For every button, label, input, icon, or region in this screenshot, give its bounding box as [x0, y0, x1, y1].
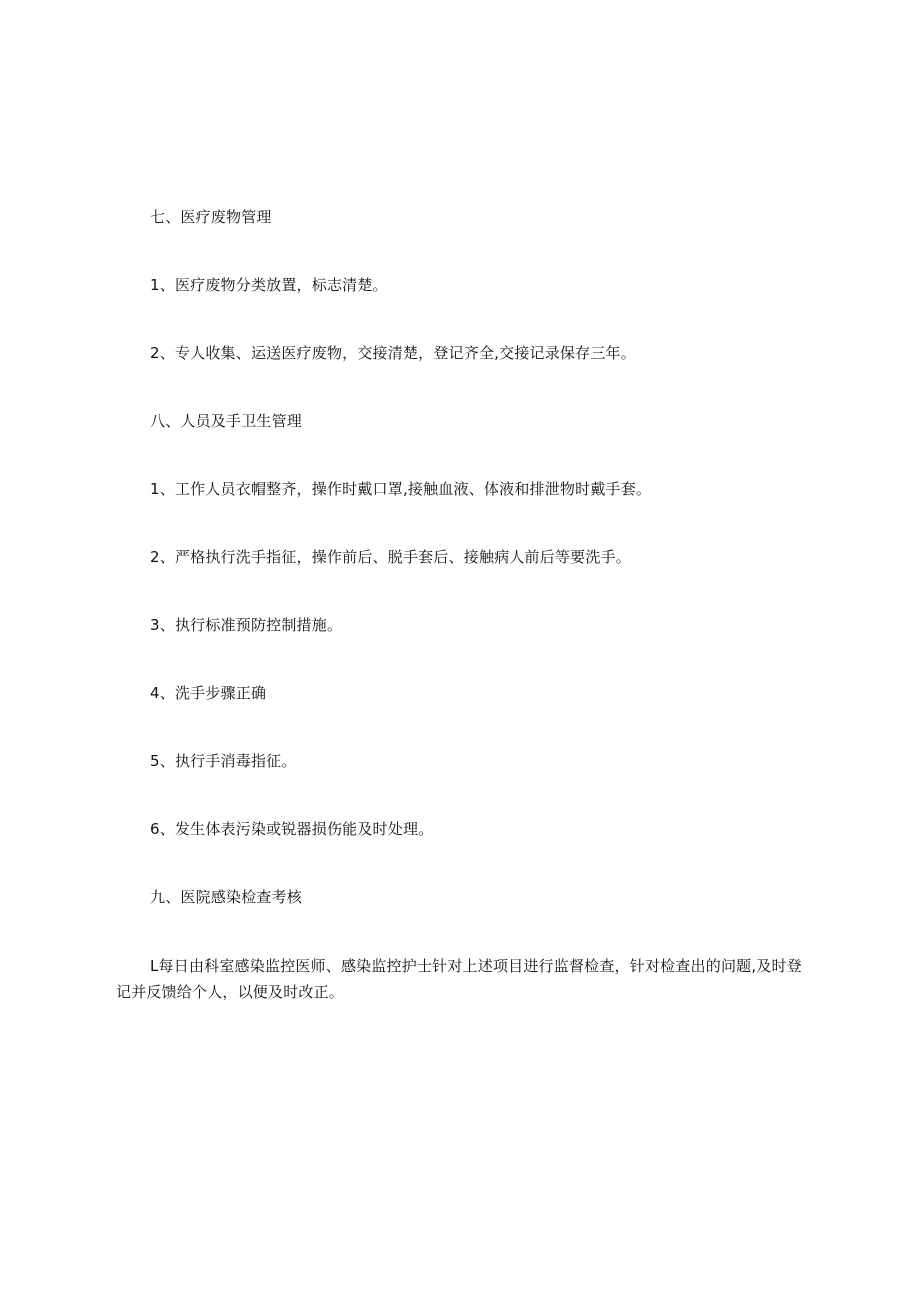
- section-8-item-6: 6、发生体表污染或锐器损伤能及时处理。: [150, 820, 434, 838]
- section-9-paragraph: L每日由科室感染监控医师、感染监控护士针对上述项目进行监督检查，针对检查出的问题,及时登记并反馈给个人，以便及时改正。: [116, 957, 802, 1001]
- section-8-item-5: 5、执行手消毒指征。: [150, 752, 297, 770]
- section-8-heading: 八、人员及手卫生管理: [150, 412, 303, 430]
- section-8-item-3: 3、执行标准预防控制措施。: [150, 616, 343, 634]
- section-9-heading: 九、医院感染检查考核: [150, 888, 303, 906]
- section-7-heading: 七、医疗废物管理: [150, 208, 272, 226]
- section-8-item-4: 4、洗手步骤正确: [150, 684, 267, 702]
- section-8-item-1: 1、工作人员衣帽整齐，操作时戴口罩,接触血液、体液和排泄物时戴手套。: [150, 480, 652, 498]
- section-8-item-2: 2、严格执行洗手指征，操作前后、脱手套后、接触病人前后等要洗手。: [150, 548, 631, 566]
- section-7-item-1: 1、医疗废物分类放置，标志清楚。: [150, 276, 388, 294]
- section-7-item-2: 2、专人收集、运送医疗废物，交接清楚，登记齐全,交接记录保存三年。: [150, 344, 636, 362]
